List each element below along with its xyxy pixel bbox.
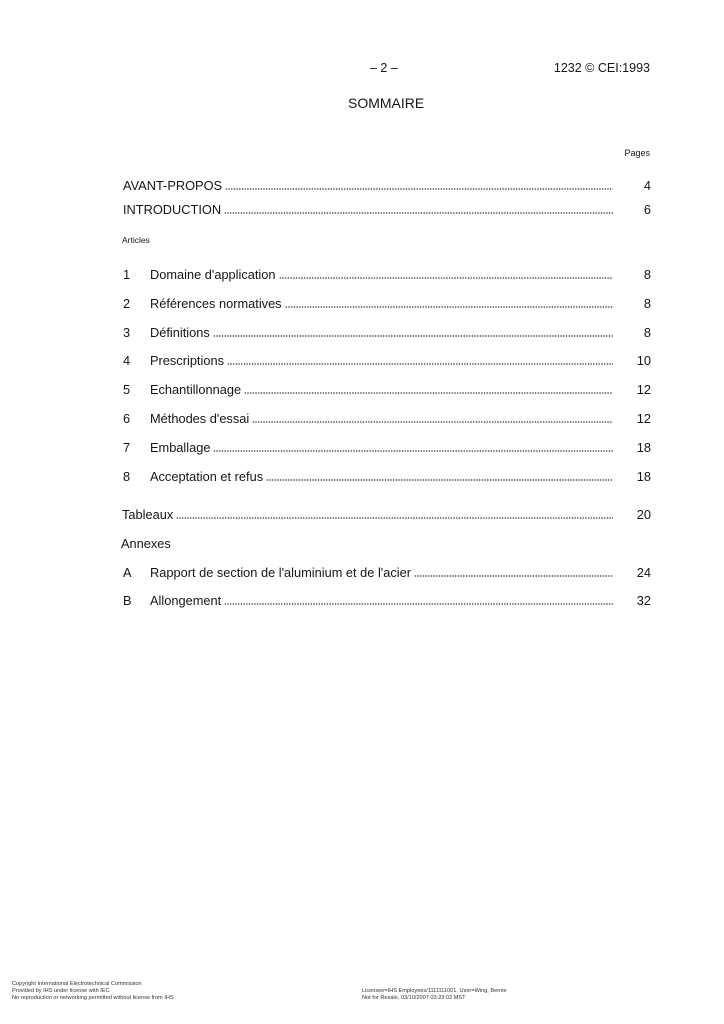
dot-leader [414, 575, 613, 577]
toc-entry-title: Définitions [150, 325, 210, 340]
toc-entry-page: 20 [636, 507, 651, 522]
toc-entry [122, 267, 651, 283]
toc-entry [122, 296, 651, 312]
toc-entry-page: 12 [636, 382, 651, 397]
toc-entry-number: 2 [123, 296, 131, 311]
toc-entry-page: 6 [643, 202, 651, 217]
toc-entry [121, 507, 651, 523]
pages-column-label: Pages [624, 148, 650, 158]
dot-leader [227, 363, 613, 365]
articles-heading: Articles [122, 235, 150, 245]
toc-entry-number: A [123, 565, 132, 580]
toc-entry-number: 3 [123, 325, 131, 340]
toc-entry-page: 18 [636, 469, 651, 484]
toc-entry-title: Rapport de section de l'aluminium et de l'acier [150, 565, 411, 580]
toc-entry-title: AVANT-PROPOS [123, 178, 223, 193]
toc-entry [122, 202, 651, 218]
annexes-heading: Annexes [121, 536, 171, 551]
toc-entry [122, 440, 651, 456]
copyright-line: Copyright International Electrotechnical Commission [12, 981, 142, 987]
toc-entry-page: 18 [636, 440, 651, 455]
dot-leader [213, 335, 613, 337]
toc-entry-number: 4 [123, 353, 131, 368]
toc-entry [122, 325, 651, 341]
dot-leader [252, 421, 613, 423]
toc-entry-page: 8 [643, 325, 651, 340]
dot-leader [176, 517, 613, 519]
toc-entry [122, 469, 651, 485]
toc-entry [122, 178, 651, 194]
toc-entry-title: Allongement [150, 593, 222, 608]
toc-entry-page: 32 [636, 593, 651, 608]
toc-entry [122, 593, 651, 609]
license-line: Licensee=IHS Employees/1111111001, User=Wing, Bernie [362, 988, 507, 994]
toc-entry-number: 6 [123, 411, 131, 426]
toc-entry-number: 7 [123, 440, 131, 455]
toc-entry-number: 5 [123, 382, 131, 397]
dot-leader [244, 392, 613, 394]
dot-leader [279, 277, 613, 279]
toc-entry-number: B [123, 593, 132, 608]
dot-leader [213, 450, 613, 452]
toc-entry-title: Méthodes d'essai [150, 411, 250, 426]
toc-entry-title: Acceptation et refus [150, 469, 264, 484]
toc-entry-page: 12 [636, 411, 651, 426]
toc-entry [122, 353, 651, 369]
toc-entry-title: Domaine d'application [150, 267, 276, 282]
page-title: SOMMAIRE [348, 95, 425, 111]
dot-leader [224, 603, 613, 605]
page-number: – 2 – [370, 61, 398, 75]
toc-entry-page: 24 [636, 565, 651, 580]
toc-entry-title: INTRODUCTION [123, 202, 222, 217]
toc-entry [122, 565, 651, 581]
toc-entry-page: 8 [643, 267, 651, 282]
copyright-notice [12, 981, 174, 1002]
toc-entry-title: Références normatives [150, 296, 282, 311]
toc-entry-page: 4 [643, 178, 651, 193]
toc-entry-title: Tableaux [122, 507, 174, 522]
toc-entry-number: 8 [123, 469, 131, 484]
toc-entry-page: 8 [643, 296, 651, 311]
toc-entry-title: Echantillonnage [150, 382, 242, 397]
dot-leader [266, 479, 613, 481]
license-notice [362, 988, 507, 1002]
copyright-line: Provided by IHS under license with IEC [12, 988, 110, 994]
copyright-line: No reproduction or networking permitted without license from IHS [12, 995, 174, 1001]
dot-leader [285, 306, 613, 308]
toc-entry-title: Prescriptions [150, 353, 224, 368]
dot-leader [224, 212, 613, 214]
dot-leader [225, 188, 613, 190]
toc-entry [122, 382, 651, 398]
document-reference: 1232 © CEI:1993 [553, 61, 650, 75]
toc-entry-page: 10 [636, 353, 651, 368]
license-line: Not for Resale, 03/10/2007 03:23:02 MST [362, 995, 466, 1001]
toc-entry [122, 411, 651, 427]
toc-entry-title: Emballage [150, 440, 211, 455]
toc-entry-number: 1 [123, 267, 131, 282]
